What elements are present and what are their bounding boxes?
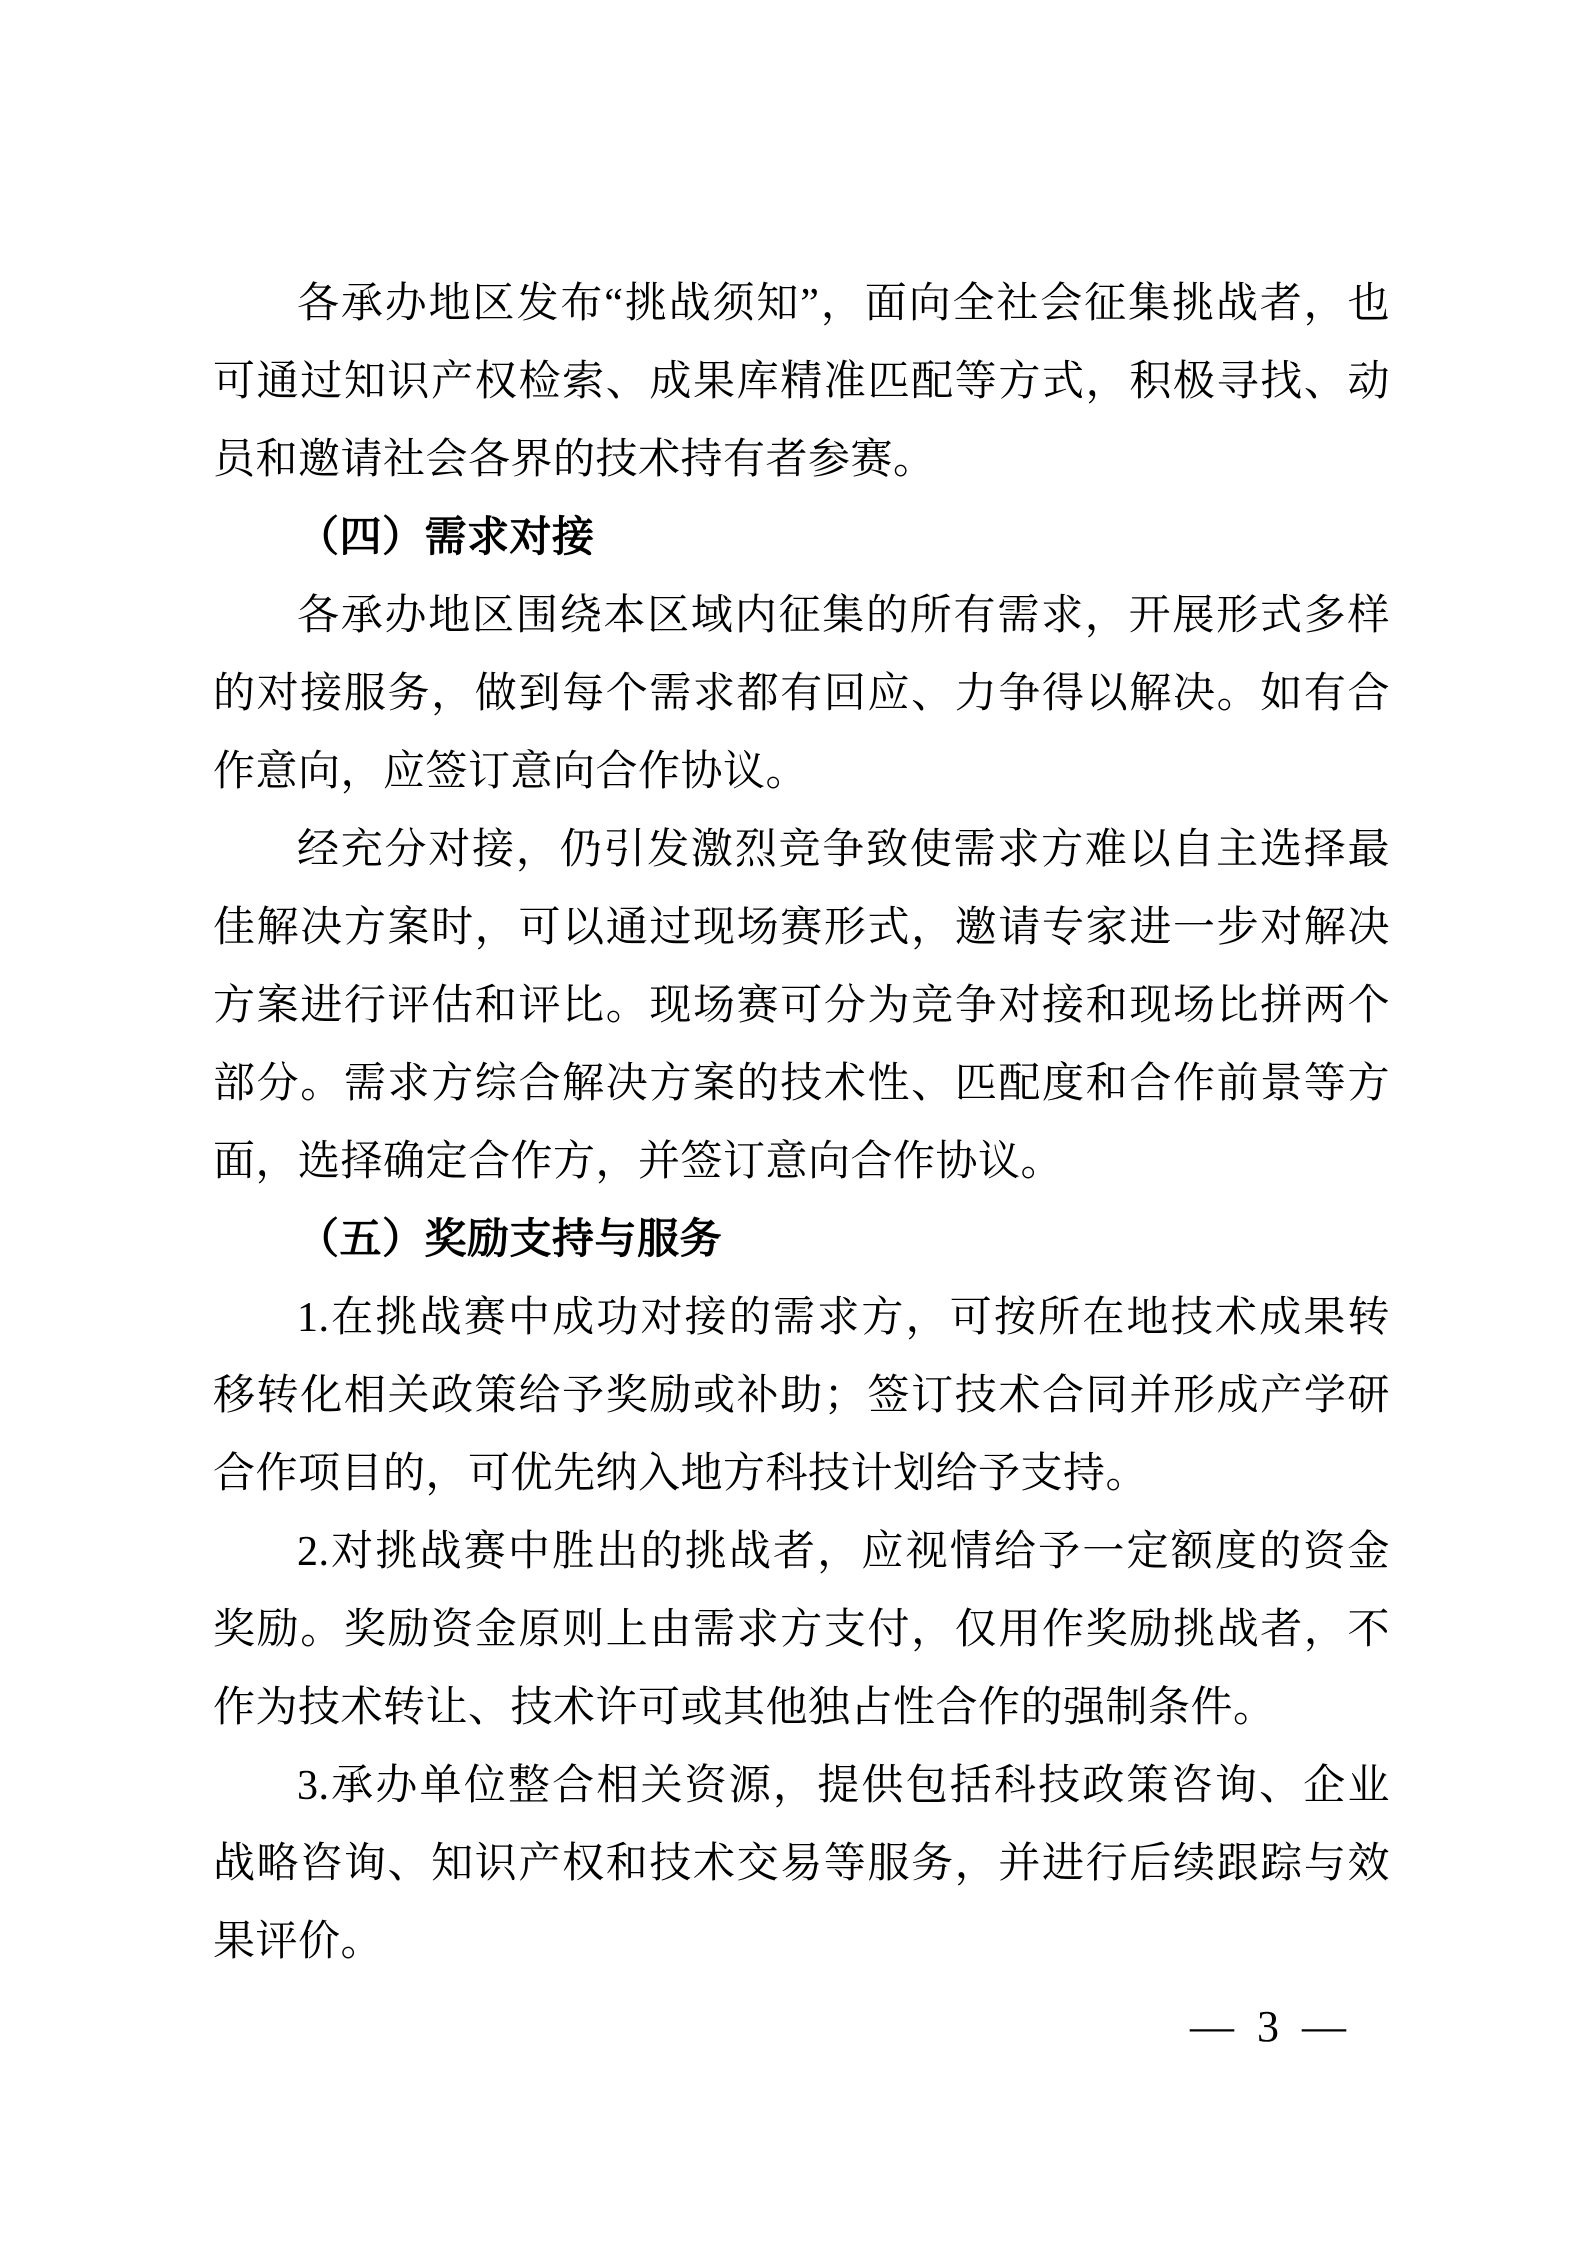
paragraph-item-2: 2.对挑战赛中胜出的挑战者，应视情给予一定额度的资金奖励。奖励资金原则上由需求方支付，仅用作奖励挑战者，不作为技术转让、技术许可或其他独占性合作的强制条件。 <box>213 1529 1390 1731</box>
document-body <box>213 265 1390 1981</box>
page-number: — 3 — <box>1190 2002 1352 2051</box>
section-heading-4: （四）需求对接 <box>297 515 595 561</box>
paragraph-item-3: 3.承办单位整合相关资源，提供包括科技政策咨询、企业战略咨询、知识产权和技术交易等服务，并进行后续跟踪与效果评价。 <box>213 1763 1390 1965</box>
section-heading-5: （五）奖励支持与服务 <box>297 1217 723 1263</box>
paragraph-item-1: 1.在挑战赛中成功对接的需求方，可按所在地技术成果转移转化相关政策给予奖励或补助；签订技术合同并形成产学研合作项目的，可优先纳入地方科技计划给予支持。 <box>213 1295 1390 1497</box>
paragraph: 各承办地区围绕本区域内征集的所有需求，开展形式多样的对接服务，做到每个需求都有回应、力争得以解决。如有合作意向，应签订意向合作协议。 <box>213 593 1390 795</box>
paragraph: 经充分对接，仍引发激烈竞争致使需求方难以自主选择最佳解决方案时，可以通过现场赛形式，邀请专家进一步对解决方案进行评估和评比。现场赛可分为竞争对接和现场比拼两个部分。需求方综合解决方案的技术性、匹配度和合作前景等方面，选择确定合作方，并签订意向合作协议。 <box>213 827 1390 1185</box>
paragraph: 各承办地区发布“挑战须知”，面向全社会征集挑战者，也可通过知识产权检索、成果库精准匹配等方式，积极寻找、动员和邀请社会各界的技术持有者参赛。 <box>213 281 1390 483</box>
